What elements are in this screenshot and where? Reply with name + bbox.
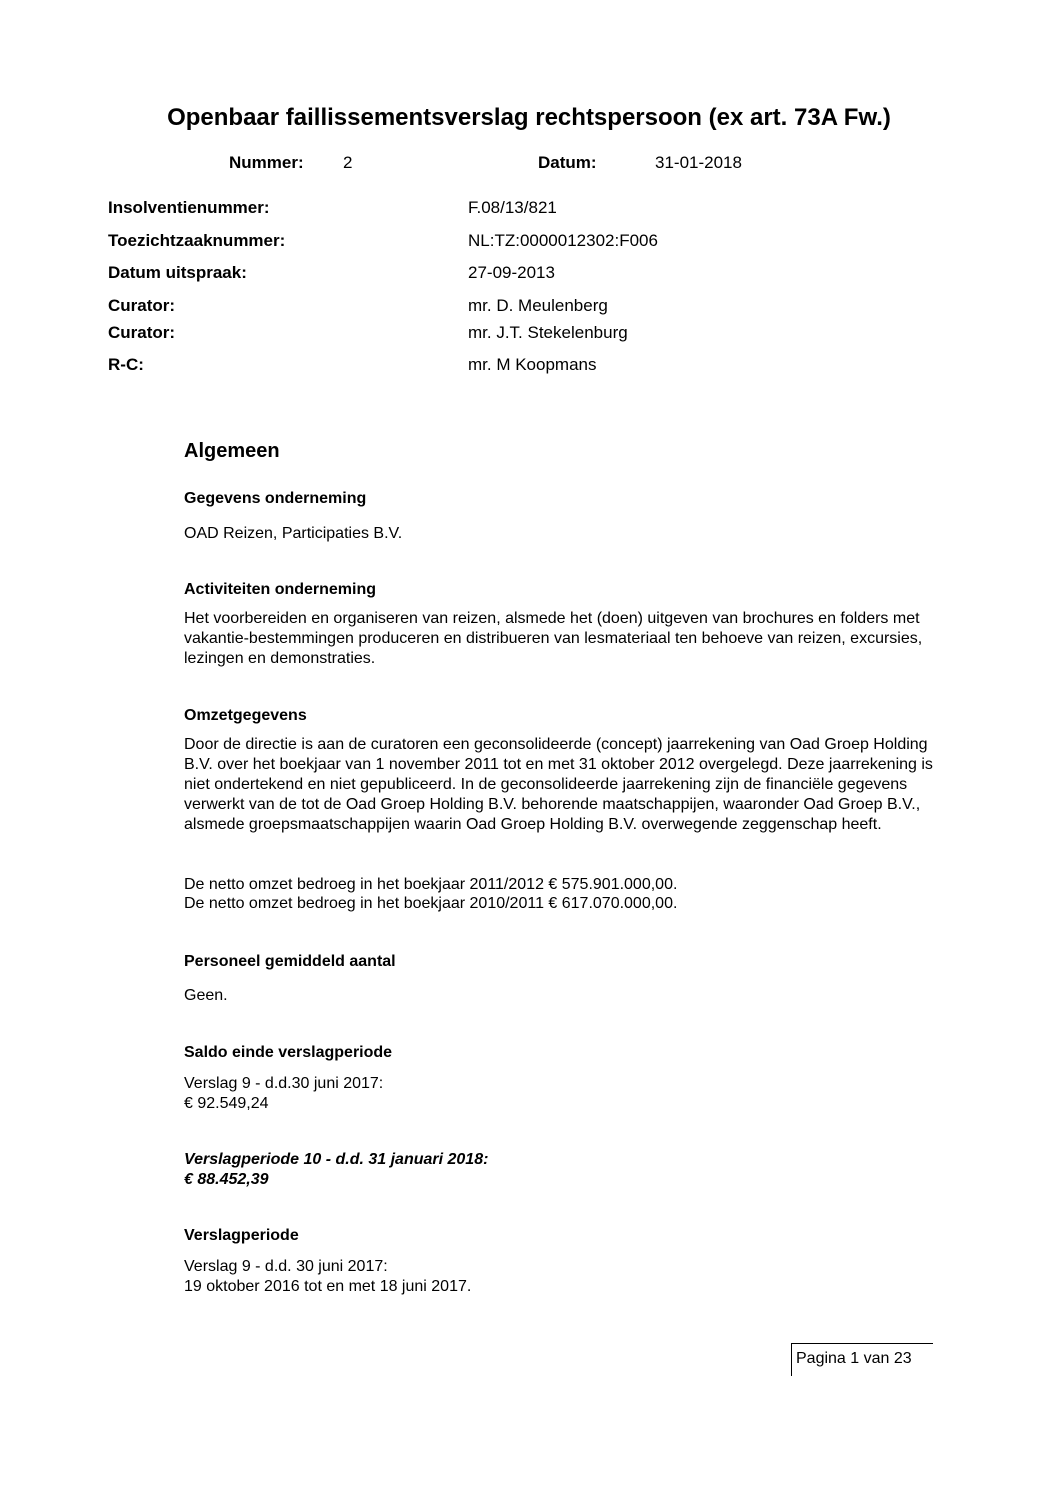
insolventienummer-label: Insolventienummer:	[108, 198, 270, 217]
rc-label: R-C:	[108, 355, 144, 374]
nummer-value: 2	[343, 153, 353, 172]
datum-uitspraak-value: 27-09-2013	[468, 263, 555, 282]
activiteiten-onderneming-heading: Activiteiten onderneming	[184, 581, 377, 598]
saldo-line-1: Verslag 9 - d.d.30 juni 2017:	[184, 1075, 384, 1092]
curator-1-label: Curator:	[108, 296, 176, 315]
page-title: Openbaar faillissementsverslag rechtspersoon (ex art. 73A Fw.)	[167, 104, 891, 131]
verslagperiode-heading: Verslagperiode	[184, 1227, 299, 1244]
datum-label: Datum:	[538, 153, 597, 172]
omzetgegevens-text: Door de directie is aan de curatoren een geconsolideerde (concept) jaarrekening van Oad Groep Holding B.V. over het boekjaar van 1 november 2011 tot en met 31 oktober 2012 overgelegd. Deze jaarrekening is niet ondertekend en niet gepubliceerd. In de geconsolideerde jaarrekening zijn de financiële gegevens verwerkt van de tot de Oad Groep Holding B.V. behorende maatschappijen, waaronder Oad Groep B.V., alsmede groepsmaatschappijen waarin Oad Groep Holding B.V. overwegende zeggenschap heeft.	[184, 736, 933, 833]
activiteiten-onderneming-text: Het voorbereiden en organiseren van reizen, alsmede het (doen) uitgeven van brochures en folders met vakantie-bestemmingen produceren en distribueren van lesmateriaal ten behoeve van reizen, excursies, lezingen en demonstraties.	[184, 610, 923, 667]
verslagperiode-line-1: Verslag 9 - d.d. 30 juni 2017:	[184, 1258, 388, 1275]
datum-value: 31-01-2018	[655, 153, 742, 172]
section-algemeen-heading: Algemeen	[184, 440, 280, 462]
omzetgegevens-heading: Omzetgegevens	[184, 707, 307, 724]
verslagperiode-10-line-2: € 88.452,39	[184, 1171, 269, 1188]
verslagperiode-10-line-1: Verslagperiode 10 - d.d. 31 januari 2018:	[184, 1151, 489, 1168]
omzet-line-2010-2011: De netto omzet bedroeg in het boekjaar 2010/2011 € 617.070.000,00.	[184, 895, 678, 912]
saldo-heading: Saldo einde verslagperiode	[184, 1044, 393, 1061]
gegevens-onderneming-text: OAD Reizen, Participaties B.V.	[184, 525, 403, 542]
toezichtzaaknummer-value: NL:TZ:0000012302:F006	[468, 231, 658, 250]
saldo-line-2: € 92.549,24	[184, 1095, 269, 1112]
rc-value: mr. M Koopmans	[468, 355, 597, 374]
curator-1-value: mr. D. Meulenberg	[468, 296, 608, 315]
toezichtzaaknummer-label: Toezichtzaaknummer:	[108, 231, 286, 250]
personeel-heading: Personeel gemiddeld aantal	[184, 953, 396, 970]
verslagperiode-line-2: 19 oktober 2016 tot en met 18 juni 2017.	[184, 1278, 472, 1295]
page-number: Pagina 1 van 23	[796, 1350, 912, 1367]
nummer-label: Nummer:	[229, 153, 304, 172]
datum-uitspraak-label: Datum uitspraak:	[108, 263, 247, 282]
gegevens-onderneming-heading: Gegevens onderneming	[184, 490, 367, 507]
omzet-line-2011-2012: De netto omzet bedroeg in het boekjaar 2011/2012 € 575.901.000,00.	[184, 876, 678, 893]
insolventienummer-value: F.08/13/821	[468, 198, 557, 217]
curator-2-value: mr. J.T. Stekelenburg	[468, 323, 628, 342]
personeel-text: Geen.	[184, 987, 228, 1004]
curator-2-label: Curator:	[108, 323, 176, 342]
